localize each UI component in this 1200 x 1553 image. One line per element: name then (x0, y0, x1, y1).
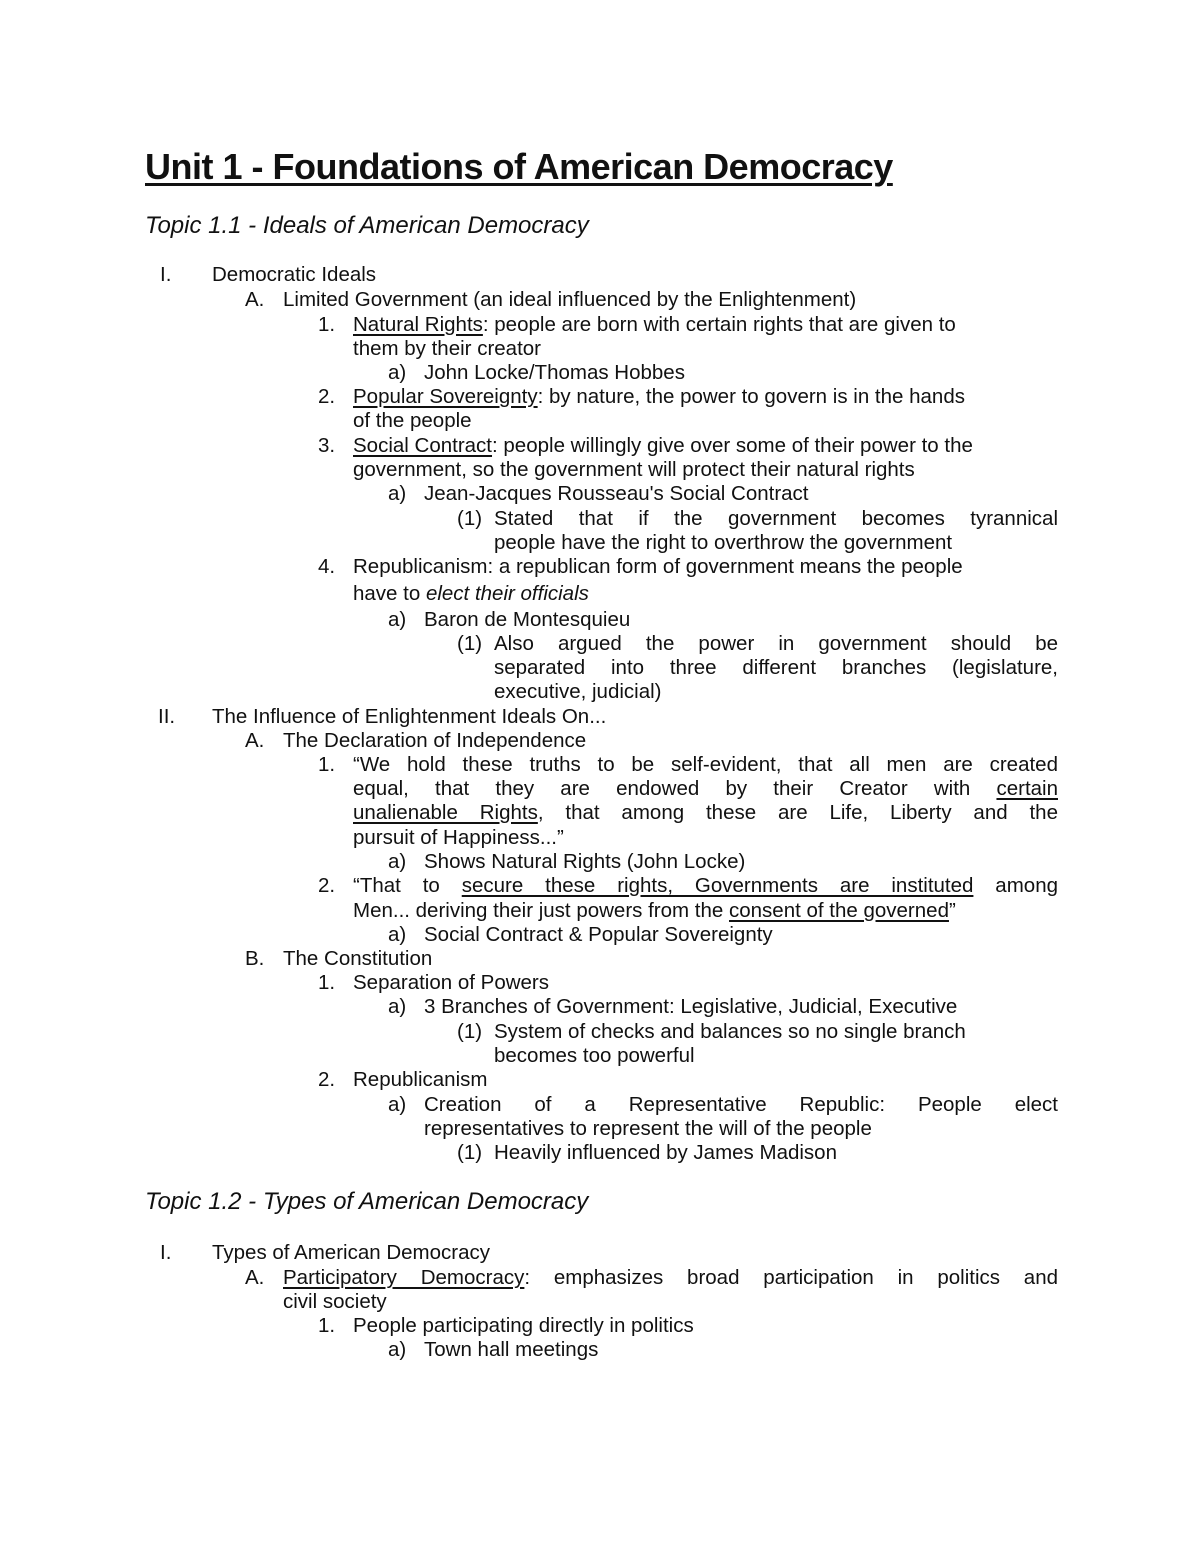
line-text: people have the right to overthrow the government (494, 531, 953, 554)
outline-marker: A. (245, 288, 265, 311)
outline-line (353, 753, 1058, 777)
outline-marker: B. (245, 947, 265, 970)
outline-line (353, 971, 549, 995)
outline-marker: A. (245, 729, 265, 752)
outline-line (424, 923, 773, 947)
underlined-term: unalienable Rights (353, 801, 538, 824)
outline-line (353, 777, 1058, 801)
line-text: them by their creator (353, 337, 541, 360)
line-text: becomes too powerful (494, 1044, 695, 1067)
outline-marker: (1) (457, 632, 483, 655)
line-text: Shows Natural Rights (John Locke) (424, 850, 746, 873)
outline-line (424, 482, 809, 506)
line-text: Also argued the power in government should be (494, 632, 1058, 655)
outline-line (353, 1068, 487, 1092)
outline-marker: a) (388, 1338, 407, 1361)
line-text: Creation of a Representative Republic: People elect (424, 1093, 1058, 1116)
outline-line (424, 361, 685, 385)
outline-line (424, 1117, 872, 1141)
outline-line (424, 850, 745, 874)
outline-marker: II. (158, 705, 176, 728)
outline-marker: a) (388, 608, 407, 631)
outline-marker: (1) (457, 507, 483, 530)
outline-line (494, 531, 952, 555)
line-text: : emphasizes broad participation in politics and (524, 1266, 1058, 1289)
outline-line (283, 1290, 387, 1314)
outline-line (353, 582, 589, 606)
line-text: Limited Government (an ideal influenced by the Enlightenment) (283, 288, 857, 311)
line-text: Social Contract & Popular Sovereignty (424, 923, 773, 946)
outline-line (353, 826, 564, 850)
outline-marker: 1. (318, 1314, 336, 1337)
outline-marker: I. (160, 263, 172, 286)
line-text: equal, that they are endowed by their Creator with (353, 777, 997, 800)
outline-line (353, 1314, 694, 1338)
line-text: The Influence of Enlightenment Ideals On... (212, 705, 607, 728)
outline-line (283, 729, 586, 753)
line-text: Types of American Democracy (212, 1241, 490, 1264)
outline-marker: 1. (318, 971, 336, 994)
line-text: : people are born with certain rights that are given to (482, 313, 956, 336)
line-text: Men... deriving their just powers from the (353, 899, 729, 922)
outline-marker: a) (388, 850, 407, 873)
outline-marker: (1) (457, 1141, 483, 1164)
outline-line (424, 608, 630, 632)
outline-marker: (1) (457, 1020, 483, 1043)
line-text: : by nature, the power to govern is in the hands (537, 385, 965, 408)
underlined-term: Participatory Democracy (283, 1266, 525, 1289)
line-text: pursuit of Happiness...” (353, 826, 564, 849)
line-text: separated into three different branches (legislature, (494, 656, 1058, 679)
line-text: representatives to represent the will of the people (424, 1117, 872, 1140)
topic-1-1-heading: Topic 1.1 - Ideals of American Democracy (145, 212, 589, 239)
outline-line (353, 458, 915, 482)
outline-line (424, 1338, 598, 1362)
line-text: , that among these are Life, Liberty and the (537, 801, 1058, 824)
outline-marker: 2. (318, 1068, 336, 1091)
outline-marker: I. (160, 1241, 172, 1264)
underlined-term: Natural Rights (353, 313, 483, 336)
line-text: Jean-Jacques Rousseau's Social Contract (424, 482, 809, 505)
underlined-term: Social Contract (353, 434, 493, 457)
outline-line (283, 288, 856, 312)
outline-line (353, 385, 965, 409)
outline-marker: a) (388, 482, 407, 505)
outline-line (494, 507, 1058, 531)
line-text: Town hall meetings (424, 1338, 599, 1361)
line-text: government, so the government will protect their natural rights (353, 458, 915, 481)
line-text: System of checks and balances so no single branch (494, 1020, 966, 1043)
outline-line (494, 656, 1058, 680)
line-text: Democratic Ideals (212, 263, 377, 286)
outline-line (353, 337, 541, 361)
outline-line (353, 899, 956, 923)
italic-text: elect their officials (425, 582, 589, 605)
outline-line (494, 632, 1058, 656)
line-text: People participating directly in politics (353, 1314, 694, 1337)
line-text: have to (353, 582, 426, 605)
underlined-term: certain (996, 777, 1058, 800)
outline-line (353, 801, 1058, 825)
underlined-term: consent of the governed (729, 899, 949, 922)
outline-line (283, 947, 432, 971)
unit-title: Unit 1 - Foundations of American Democracy (145, 146, 893, 187)
line-text: among (973, 874, 1058, 897)
line-text: Stated that if the government becomes tyrannical (494, 507, 1058, 530)
outline-marker: a) (388, 923, 407, 946)
outline-marker: a) (388, 1093, 407, 1116)
outline-line (494, 680, 662, 704)
line-text: Separation of Powers (353, 971, 550, 994)
line-text: : people willingly give over some of their power to the (492, 434, 973, 457)
outline-marker: 3. (318, 434, 336, 457)
line-text: of the people (353, 409, 472, 432)
line-text: The Declaration of Independence (283, 729, 587, 752)
line-text: Republicanism: a republican form of government means the people (353, 555, 963, 578)
outline-line (212, 263, 376, 287)
outline-line (353, 434, 973, 458)
outline-line (424, 1093, 1058, 1117)
line-text: “We hold these truths to be self-evident, that all men are created (353, 753, 1058, 776)
line-text: “That to (353, 874, 462, 897)
line-text: John Locke/Thomas Hobbes (424, 361, 685, 384)
outline-marker: 4. (318, 555, 336, 578)
line-text: civil society (283, 1290, 387, 1313)
outline-line (494, 1044, 695, 1068)
underlined-term: Popular Sovereignty (353, 385, 538, 408)
line-text: Baron de Montesquieu (424, 608, 631, 631)
outline-line (212, 1241, 490, 1265)
line-text: The Constitution (283, 947, 433, 970)
outline-line (353, 313, 956, 337)
underlined-term: secure these rights, Governments are instituted (461, 874, 974, 897)
outline-line (353, 874, 1058, 898)
outline-line (424, 995, 957, 1019)
line-text: Republicanism (353, 1068, 488, 1091)
outline-marker: A. (245, 1266, 265, 1289)
outline-line (212, 705, 606, 729)
outline-marker: 2. (318, 385, 336, 408)
line-text: 3 Branches of Government: Legislative, Judicial, Executive (424, 995, 958, 1018)
outline-line (353, 409, 472, 433)
outline-marker: 2. (318, 874, 336, 897)
outline-marker: 1. (318, 753, 336, 776)
outline-line (353, 555, 963, 579)
line-text: ” (948, 899, 956, 922)
topic-1-2-heading: Topic 1.2 - Types of American Democracy (145, 1188, 589, 1215)
line-text: Heavily influenced by James Madison (494, 1141, 837, 1164)
outline-marker: a) (388, 995, 407, 1018)
outline-line (494, 1141, 837, 1165)
outline-line (494, 1020, 966, 1044)
outline-marker: a) (388, 361, 407, 384)
line-text: executive, judicial) (494, 680, 662, 703)
outline-line (283, 1266, 1058, 1290)
outline-marker: 1. (318, 313, 336, 336)
